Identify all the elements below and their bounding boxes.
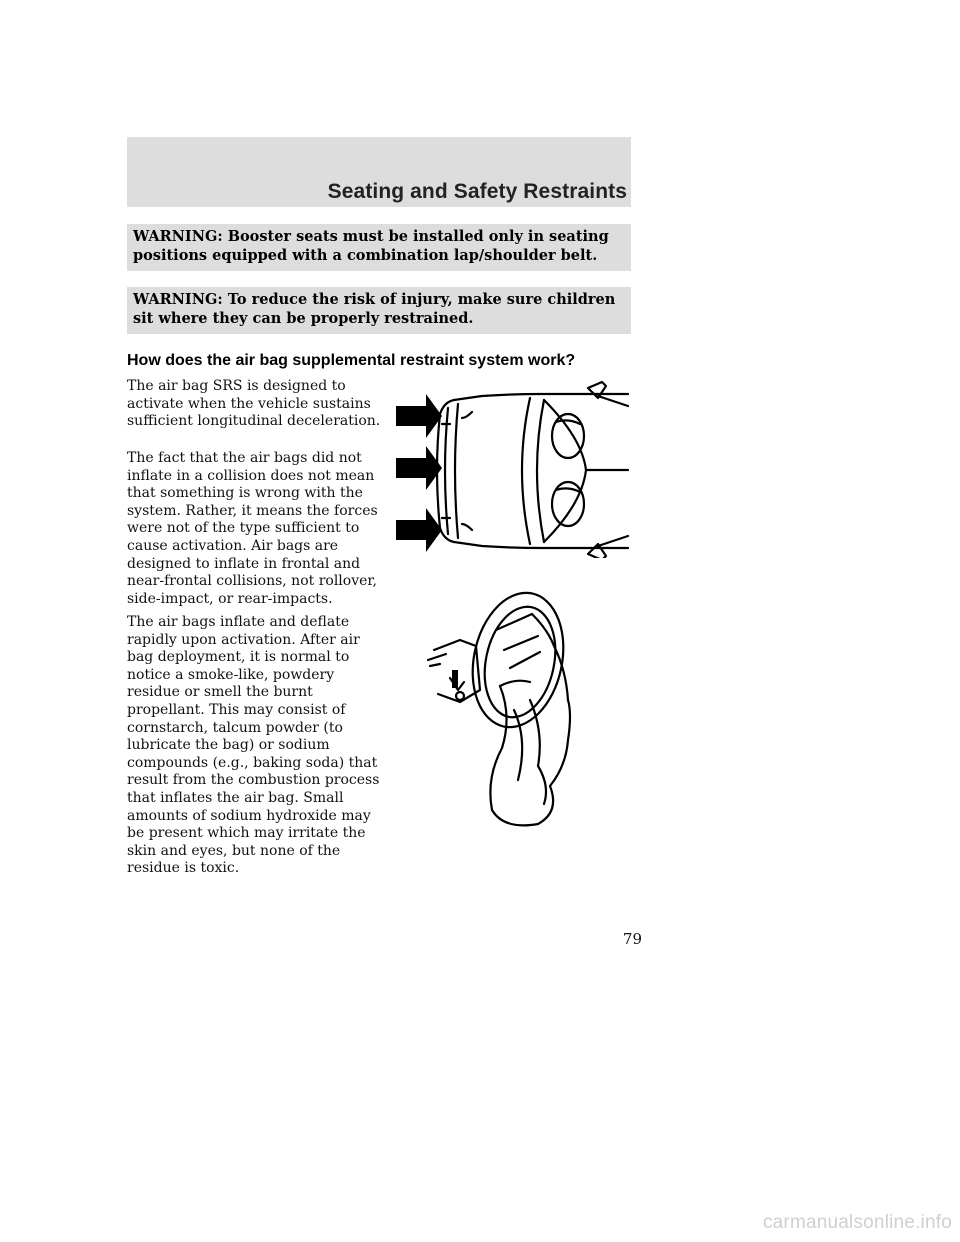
- warning-text: WARNING: To reduce the risk of injury, make sure children sit where they can be properly restrained.: [133, 291, 616, 327]
- page-title: Seating and Safety Restraints: [327, 180, 627, 203]
- frontal-impact-car-icon: [392, 378, 632, 558]
- warning-box-booster-seats: [127, 224, 631, 271]
- deployed-airbag-steering-wheel-icon: [420, 590, 582, 835]
- paragraph-activation: The air bag SRS is designed to activate when the vehicle sustains sufficient longitudinal deceleration.: [127, 378, 381, 430]
- paragraph-non-inflation: The fact that the air bags did not inflate in a collision does not mean that something is wrong with the system. Rather, it means the forces were not of the type sufficient to cause activation. Air bags are designed to inflate in frontal and near-frontal collisions, not rollover, side-impact, or rear-impacts.: [127, 450, 378, 607]
- page-number: 79: [622, 930, 642, 948]
- warning-box-child-restraint: [127, 287, 631, 334]
- watermark[interactable]: carmanualsonline.info: [762, 1212, 952, 1233]
- paragraph-residue: The air bags inflate and deflate rapidly upon activation. After air bag deployment, it is normal to notice a smoke-like, powdery residue or smell the burnt propellant. This may consist of cornstarch, talcum powder (to lubricate the bag) or sodium compounds (e.g., baking soda) that result from the combustion process that inflates the air bag. Small amounts of sodium hydroxide may be present which may irritate the skin and eyes, but none of the residue is toxic.: [127, 614, 380, 877]
- header-band: [127, 137, 631, 207]
- warning-text: WARNING: Booster seats must be installed only in seating positions equipped with a combination lap/shoulder belt.: [133, 228, 609, 264]
- section-heading: How does the air bag supplemental restraint system work?: [127, 352, 576, 369]
